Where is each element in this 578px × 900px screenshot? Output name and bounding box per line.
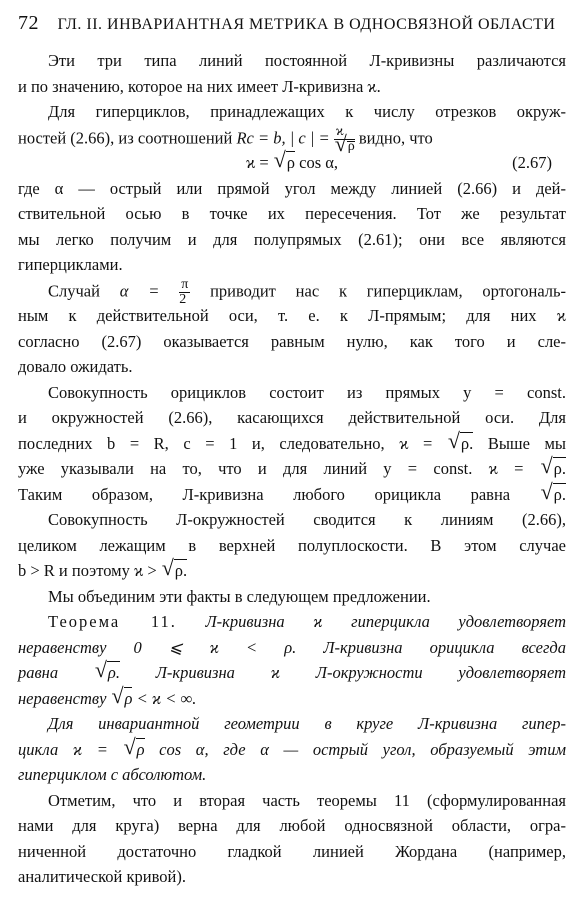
theorem-line6-start: цикла ϰ =: [18, 739, 108, 759]
equation-number: (2.67): [512, 153, 552, 173]
theorem-line3-start: равна: [18, 663, 59, 683]
para6-line3-start: b > R и поэтому ϰ >: [18, 561, 157, 581]
para3-line1: где α — острый или прямой угол между линией (2.66) и дей-: [18, 178, 566, 198]
sqrt-rho: √ ρ.: [541, 456, 566, 482]
para5-line5: [18, 482, 566, 508]
para8-line2: нами для круга) верна для любой односвязной области, огра-: [18, 816, 566, 836]
sqrt-rho: √ ρ.: [541, 482, 566, 508]
para5-line3-start: последних b = R, c = 1 и, следовательно, ϰ =: [18, 433, 433, 453]
para2-line2-end: видно, что: [358, 127, 433, 147]
para2-line1: Для гиперциклов, принадлежащих к числу отрезков окруж-: [48, 102, 566, 122]
para8-line4: аналитической кривой).: [18, 867, 186, 887]
sqrt-rho: √ ρ.: [448, 431, 473, 457]
para1-line1: Эти три типа линий постоянной Л-кривизны различаются: [48, 51, 566, 70]
para3-line2: ствительной осью в точке их пересечения. Тот же результат: [18, 204, 566, 224]
theorem-line2: неравенству 0 ⩽ ϰ < ρ. Л-кривизна орицикла всегда: [18, 637, 566, 657]
para1-line2: и по значению, которое на них имеет Л-кривизна ϰ.: [18, 76, 381, 96]
sqrt-rho: √ ρ: [124, 737, 145, 763]
fraction-numerator: ϰ: [334, 125, 355, 140]
para5-line2: и окружностей (2.66), касающихся действительной оси. Для: [18, 408, 566, 428]
para5-line5-start: Таким образом, Л-кривизна любого орицикла равна: [18, 484, 511, 504]
theorem-line4: [18, 686, 566, 712]
sqrt-rho: √ ρ.: [95, 660, 120, 686]
theorem-line6-end: cos α, где α — острый угол, образуемый этим: [159, 739, 566, 759]
para5-line4: [18, 456, 566, 482]
para3-line3: мы легко получим и для полупрямых (2.61); они все являются: [18, 229, 566, 249]
running-title: ГЛ. II. ИНВАРИАНТНАЯ МЕТРИКА В ОДНОСВЯЗНОЙ ОБЛАСТИ: [57, 16, 556, 33]
para6-line2: целиком лежащим в верхней полуплоскости. В этом случае: [18, 535, 566, 555]
para6-line3: [18, 558, 566, 584]
theorem-line5: Для инвариантной геометрии в круге Л-кривизна гипер-: [48, 714, 566, 734]
para5-line4-start: уже указывали на то, что и для линий y = const. ϰ =: [18, 459, 524, 479]
para5-line3: [18, 431, 566, 457]
para5-line3-end: Выше мы: [487, 433, 567, 453]
sqrt-rho: √ ρ: [335, 140, 355, 154]
running-header: [18, 10, 566, 38]
para7-line: Мы объединим эти факты в следующем предложении.: [48, 586, 431, 606]
theorem-line1-text: Л-кривизна ϰ гиперцикла удовлетворяет: [205, 612, 567, 632]
para8-line3: ниченной достаточно гладкой линией Жордана (например,: [18, 841, 566, 861]
para4-case-word: Случай: [48, 280, 100, 300]
theorem-line3-end: Л-кривизна ϰ Л-окружности удовлетворяет: [155, 663, 567, 683]
alpha-equals: α =: [119, 280, 160, 300]
fraction-denominator: 2: [179, 291, 187, 307]
theorem-line7: гиперциклом с абсолютом.: [18, 765, 207, 785]
para4-line3: согласно (2.67) оказывается равным нулю, как того и сле-: [18, 331, 566, 351]
para5-line1: Совокупность орициклов состоит из прямых y = const.: [48, 382, 566, 402]
theorem-line4-end: < ϰ < ∞.: [136, 688, 197, 708]
page-number: 72: [18, 12, 39, 34]
theorem-line4-start: неравенству: [18, 688, 107, 708]
para3-line4: гиперциклами.: [18, 255, 123, 275]
para4-line2: ным к действительной оси, т. е. к Л-прямым; для них ϰ: [18, 306, 566, 326]
para4-line4: довало ожидать.: [18, 357, 133, 377]
theorem-line1: [48, 609, 566, 635]
sqrt-rho: √ ρ: [274, 150, 295, 176]
theorem-label: Теорема 11.: [48, 612, 177, 632]
para6-line1: Совокупность Л-окружностей сводится к линиям (2.66),: [48, 510, 566, 530]
equation-rhs: cos α,: [299, 153, 339, 173]
fraction-numerator: π: [181, 276, 189, 292]
para2-line2-start: ностей (2.66), из соотношений: [18, 127, 233, 147]
relation-rc-b: Rc = b, | c | =: [236, 127, 330, 147]
sqrt-rho: √ ρ: [112, 686, 133, 712]
para8-line1: Отметим, что и вторая часть теоремы 11 (сформулированная: [48, 790, 566, 810]
theorem-line6: [18, 737, 566, 763]
para4-line1-end: приводит нас к гиперциклам, ортогональ-: [210, 280, 567, 300]
theorem-line3: [18, 660, 566, 686]
equation-2-67: [18, 150, 566, 176]
equation-lhs: ϰ =: [245, 153, 269, 173]
sqrt-rho: √ ρ.: [162, 558, 187, 584]
